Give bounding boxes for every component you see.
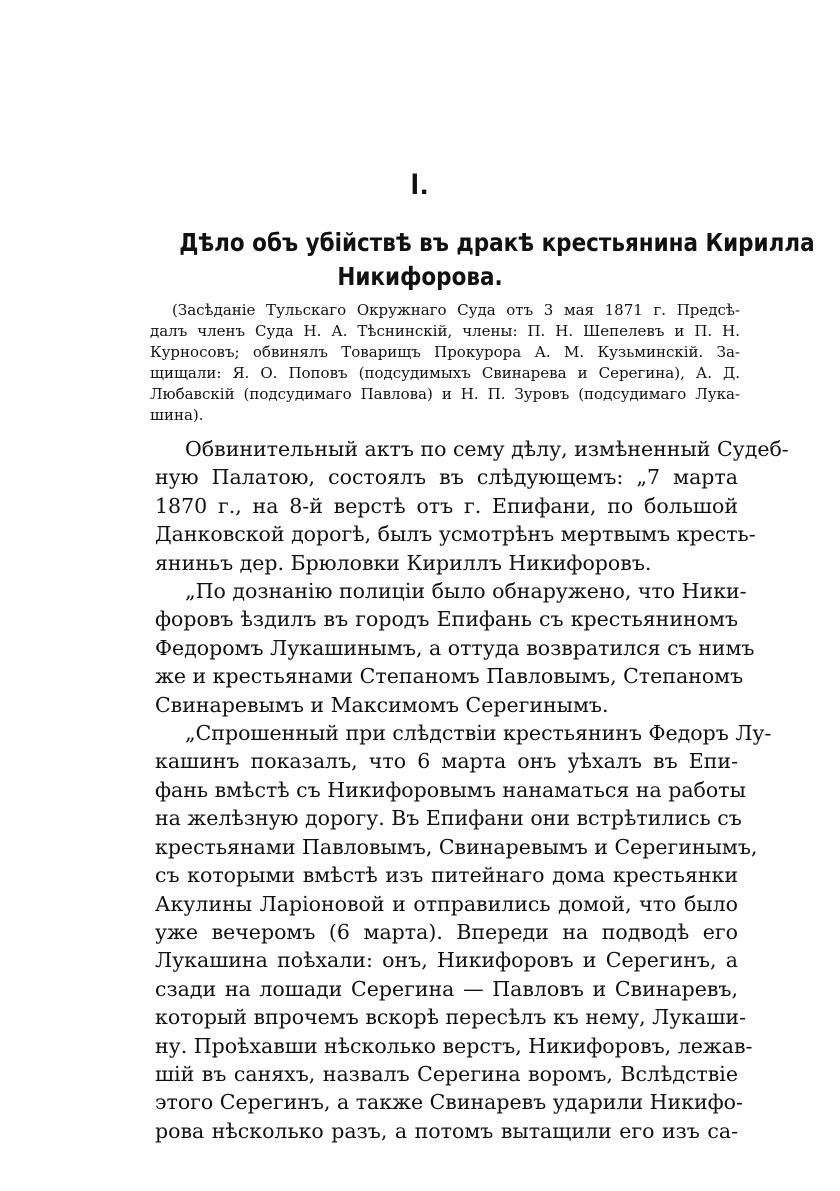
body-text-line: Акулины Ларіоновой и отправились домой, что было [155,891,738,916]
chapter-title-line: Дѣло объ убійствѣ въ дракѣ крестьянина Кирилла [179,228,815,257]
body-text-line: который впрочемъ вскорѣ пересѣлъ къ нему, Лукаши- [155,1005,747,1030]
body-text-line: Данковской дорогѣ, былъ усмотрѣнъ мертвымъ кресть- [155,522,756,547]
body-text [155,435,789,1145]
session-note-line: (Засѣданіе Тульскаго Окружнаго Суда отъ 3 мая 1871 г. Предсѣ- [172,301,740,319]
session-note-line: щищали: Я. О. Поповъ (подсудимыхъ Свинарева и Серегина), А. Д. [150,364,740,382]
session-note [150,300,740,426]
body-text-line: съ которыми вмѣстѣ изъ питейнаго дома крестьянки [155,863,738,888]
body-text-line: ну. Проѣхавши нѣсколько верстъ, Никифоровъ, лежав- [155,1033,753,1058]
body-text-line: рова нѣсколько разъ, а потомъ вытащили его изъ са- [155,1118,738,1143]
body-text-line: форовъ ѣздилъ въ городъ Епифань съ крестьяниномъ [155,607,738,632]
body-text-line: этого Серегинъ, а также Свинаревъ ударили Никифо- [155,1090,743,1115]
session-note-line: далъ членъ Суда Н. А. Тѣснинскій, члены: П. Н. Шепелевъ и П. Н. [150,322,740,340]
body-text-line: ную Палатою, состоялъ въ слѣдующемъ: „7 марта [155,465,738,490]
body-text-line: крестьянами Павловымъ, Свинаревымъ и Серегинымъ, [155,834,758,859]
body-text-line: уже вечеромъ (6 марта). Впереди на подводѣ его [155,919,738,944]
body-text-line: на желѣзную дорогу. Въ Епифани они встрѣтились съ [155,806,742,831]
body-text-line: сзади на лошади Серегина — Павловъ и Свинаревъ, [155,976,738,1001]
session-note-line: Курносовъ; обвинялъ Товарищъ Прокурора А. М. Кузьминскій. За- [150,343,740,361]
body-text-line: яниньъ дер. Брюловки Кириллъ Никифоровъ. [155,550,652,575]
session-note-line: Любавскій (подсудимаго Павлова) и Н. П. Зуровъ (подсудимаго Лука- [150,385,740,403]
body-text-line: „Спрошенный при слѣдствіи крестьянинъ Федоръ Лу- [185,721,772,746]
body-text-line: шій въ саняхъ, назвалъ Серегина воромъ, Вслѣдствіе [155,1061,738,1086]
body-text-line: 1870 г., на 8-й верстѣ отъ г. Епифани, по большой [155,493,738,518]
body-text-line: же и крестьянами Степаномъ Павловымъ, Степаномъ [155,664,744,689]
chapter-numeral: I. [410,168,430,201]
body-text-line: Свинаревымъ и Максимомъ Серегинымъ. [155,692,609,717]
session-note-line: шина). [150,406,204,424]
body-text-line: „По дознанію полиціи было обнаружено, что Ники- [185,579,747,604]
chapter-title-line: Никифорова. [337,262,503,291]
chapter-title [179,226,815,294]
body-text-line: Обвинительный актъ по сему дѣлу, измѣненный Судеб- [185,437,789,461]
body-text-line: фань вмѣстѣ съ Никифоровымъ нанаматься на работы [155,777,746,802]
body-text-line: кашинъ показалъ, что 6 марта онъ уѣхалъ въ Епи- [155,749,738,774]
body-text-line: Лукашина поѣхали: онъ, Никифоровъ и Серегинъ, а [155,948,738,973]
body-text-line: Федоромъ Лукашинымъ, а оттуда возвратился съ нимъ [155,635,755,660]
